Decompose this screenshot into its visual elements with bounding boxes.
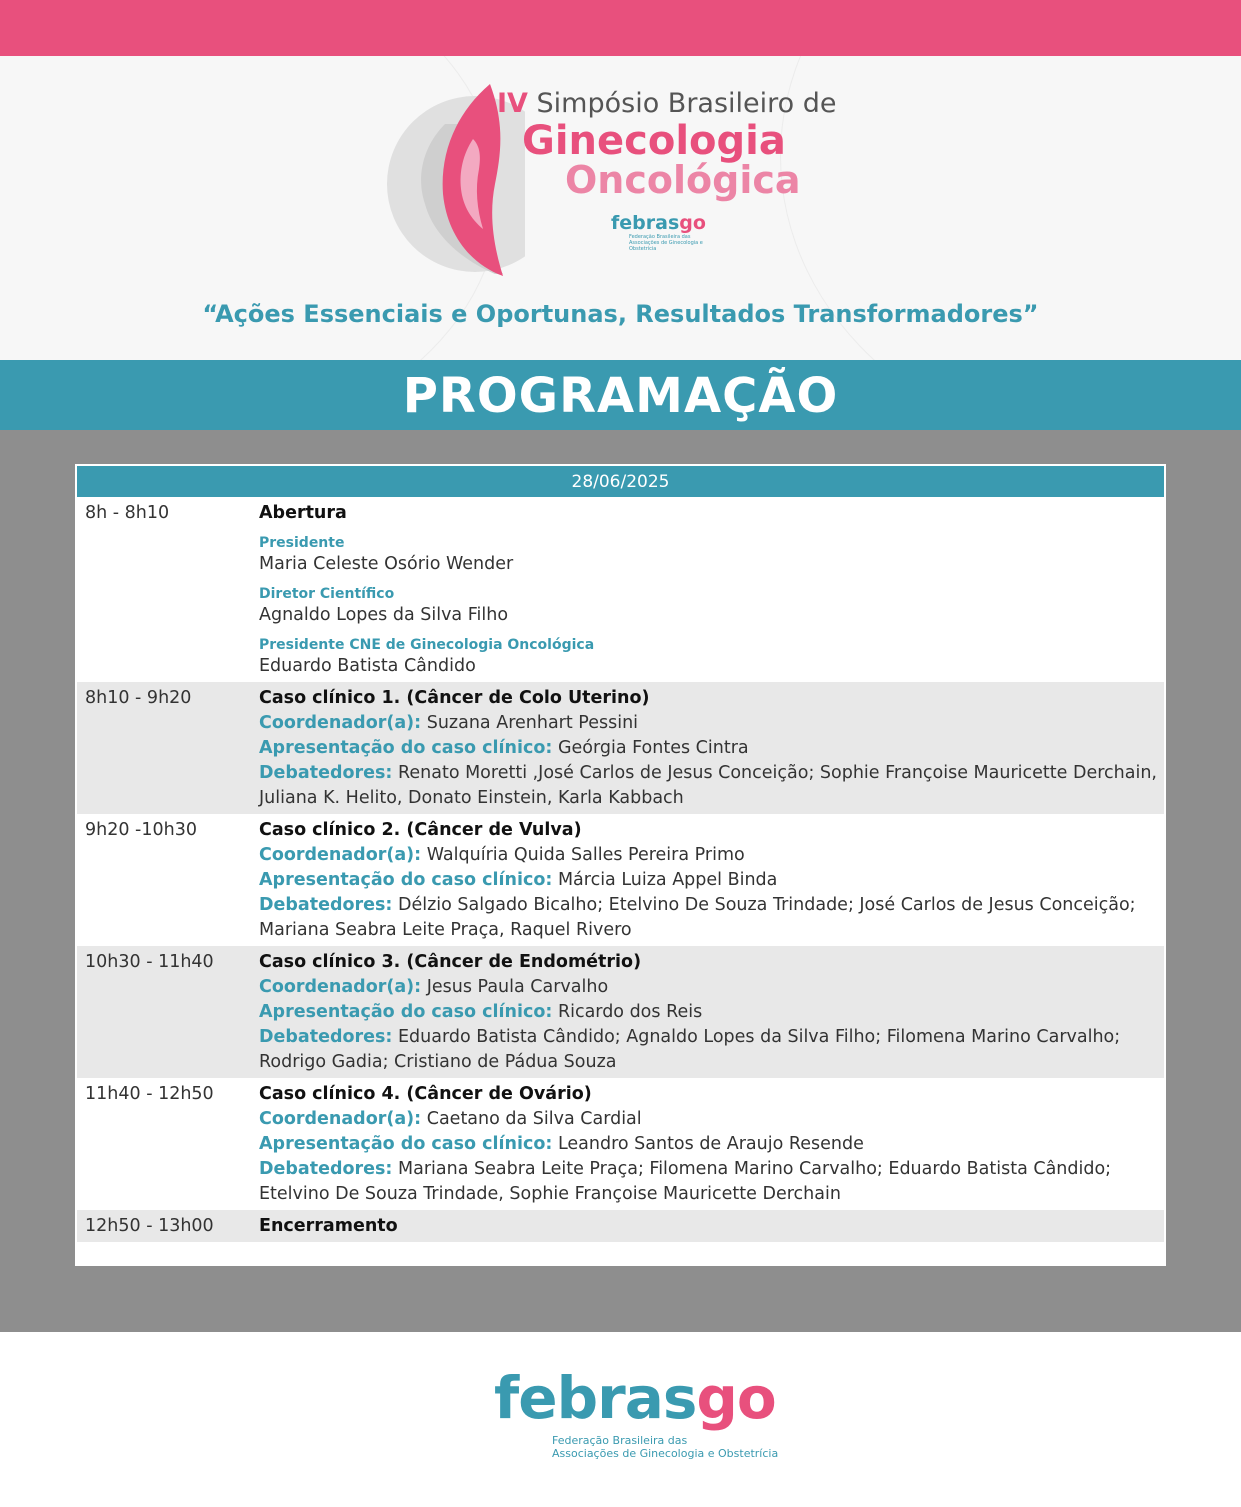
row-title: Caso clínico 4. (Câncer de Ovário): [259, 1084, 592, 1104]
debaters-names: Eduardo Batista Cândido; Agnaldo Lopes da Silva Filho; Filomena Marino Carvalho; Rodrigo Gadia; Cristiano de Pádua Souza: [259, 1027, 1121, 1072]
febrasgo-footer-logo: [494, 1364, 779, 1474]
schedule-row: [77, 1210, 1164, 1242]
row-content: [259, 950, 1164, 1075]
coordinator-name: Caetano da Silva Cardial: [421, 1109, 642, 1129]
role-label: Diretor Científico: [259, 586, 395, 602]
coordinator-line: [259, 975, 1158, 1000]
row-title: Caso clínico 2. (Câncer de Vulva): [259, 820, 582, 840]
row-time: 10h30 - 11h40: [85, 952, 214, 972]
footer-logo-subtitle: [552, 1434, 778, 1460]
title-line-2: Ginecologia: [522, 118, 786, 164]
row-time: 12h50 - 13h00: [85, 1216, 214, 1236]
schedule-date: 28/06/2025: [77, 466, 1164, 497]
debaters-names: Renato Moretti ,José Carlos de Jesus Conceição; Sophie Françoise Mauricette Derchain, Juliana K. Helito, Donato Einstein, Karla Kabbach: [259, 763, 1157, 808]
footer-logo-wordmark: [494, 1364, 776, 1432]
row-title: Encerramento: [259, 1216, 398, 1236]
presenter-line: [259, 868, 1158, 893]
debaters-line: [259, 1157, 1158, 1207]
presenter-label: Apresentação do caso clínico:: [259, 738, 553, 758]
debaters-label: Debatedores:: [259, 1027, 393, 1047]
coordinator-label: Coordenador(a):: [259, 845, 422, 865]
presenter-name: Ricardo dos Reis: [552, 1002, 703, 1022]
row-content: [259, 686, 1164, 811]
schedule-row: [77, 682, 1164, 814]
schedule-row: [77, 1078, 1164, 1210]
event-title: [497, 88, 837, 252]
row-title: Abertura: [259, 503, 347, 523]
mini-logo-subtitle: Federação Brasileira das Associações de Ginecologia e Obstetrícia: [629, 234, 703, 252]
coordinator-name: Jesus Paula Carvalho: [421, 977, 609, 997]
role-name: Eduardo Batista Cândido: [259, 656, 476, 676]
schedule-row: [77, 814, 1164, 946]
role-label: Presidente: [259, 535, 345, 551]
debaters-line: [259, 893, 1158, 943]
presenter-label: Apresentação do caso clínico:: [259, 870, 553, 890]
debaters-names: Délzio Salgado Bicalho; Etelvino De Souza Trindade; José Carlos de Jesus Conceição; Mariana Seabra Leite Praça, Raquel Rivero: [259, 895, 1136, 940]
schedule-row: [77, 497, 1164, 682]
title-line-3: Oncológica: [565, 158, 801, 202]
mini-logo-text-b: go: [679, 212, 706, 234]
schedule-table: [75, 464, 1166, 1266]
section-title: PROGRAMAÇÃO: [0, 360, 1241, 430]
presenter-name: Márcia Luiza Appel Binda: [552, 870, 778, 890]
debaters-names: Mariana Seabra Leite Praça; Filomena Marino Carvalho; Eduardo Batista Cândido; Etelvino De Souza Trindade, Sophie Françoise Mauricette Derchain: [259, 1159, 1112, 1204]
coordinator-label: Coordenador(a):: [259, 713, 422, 733]
footer-subtitle-line-1: Federação Brasileira das: [552, 1434, 688, 1447]
row-title: Caso clínico 3. (Câncer de Endométrio): [259, 952, 642, 972]
role-label: Presidente CNE de Ginecologia Oncológica: [259, 637, 595, 653]
row-time: 9h20 -10h30: [85, 820, 197, 840]
row-time: 11h40 - 12h50: [85, 1084, 214, 1104]
schedule-row: [77, 946, 1164, 1078]
presenter-name: Leandro Santos de Araujo Resende: [552, 1134, 864, 1154]
presenter-name: Geórgia Fontes Cintra: [552, 738, 749, 758]
footer-logo-text-a: febras: [494, 1364, 697, 1432]
coordinator-line: [259, 711, 1158, 736]
coordinator-line: [259, 843, 1158, 868]
mini-logo-text-a: febras: [611, 212, 680, 234]
footer-subtitle-line-2: Associações de Ginecologia e Obstetrícia: [552, 1447, 779, 1460]
presenter-line: [259, 1132, 1158, 1157]
row-content: [259, 818, 1164, 943]
row-content: [259, 501, 1164, 679]
debaters-label: Debatedores:: [259, 763, 393, 783]
row-content: [259, 1082, 1164, 1207]
footer-logo-text-b: go: [696, 1364, 776, 1432]
presenter-line: [259, 1000, 1158, 1025]
presenter-label: Apresentação do caso clínico:: [259, 1002, 553, 1022]
title-line-1: [497, 88, 837, 119]
presenter-line: [259, 736, 1158, 761]
row-title: Caso clínico 1. (Câncer de Colo Uterino): [259, 688, 650, 708]
role-name: Agnaldo Lopes da Silva Filho: [259, 605, 509, 625]
coordinator-label: Coordenador(a):: [259, 1109, 422, 1129]
top-pink-band: [0, 0, 1241, 56]
title-roman-numeral: IV: [497, 88, 528, 119]
slogan: “Ações Essenciais e Oportunas, Resultados Transformadores”: [202, 300, 1039, 328]
row-time: 8h10 - 9h20: [85, 688, 192, 708]
debaters-label: Debatedores:: [259, 895, 393, 915]
coordinator-label: Coordenador(a):: [259, 977, 422, 997]
coordinator-line: [259, 1107, 1158, 1132]
row-time: 8h - 8h10: [85, 503, 170, 523]
coordinator-name: Suzana Arenhart Pessini: [421, 713, 639, 733]
debaters-label: Debatedores:: [259, 1159, 393, 1179]
debaters-line: [259, 761, 1158, 811]
presenter-label: Apresentação do caso clínico:: [259, 1134, 553, 1154]
title-line-1-text: Simpósio Brasileiro de: [527, 88, 837, 119]
coordinator-name: Walquíria Quida Salles Pereira Primo: [421, 845, 745, 865]
row-content: [259, 1214, 1164, 1239]
debaters-line: [259, 1025, 1158, 1075]
febrasgo-mini-logo: [611, 212, 706, 234]
role-name: Maria Celeste Osório Wender: [259, 554, 514, 574]
